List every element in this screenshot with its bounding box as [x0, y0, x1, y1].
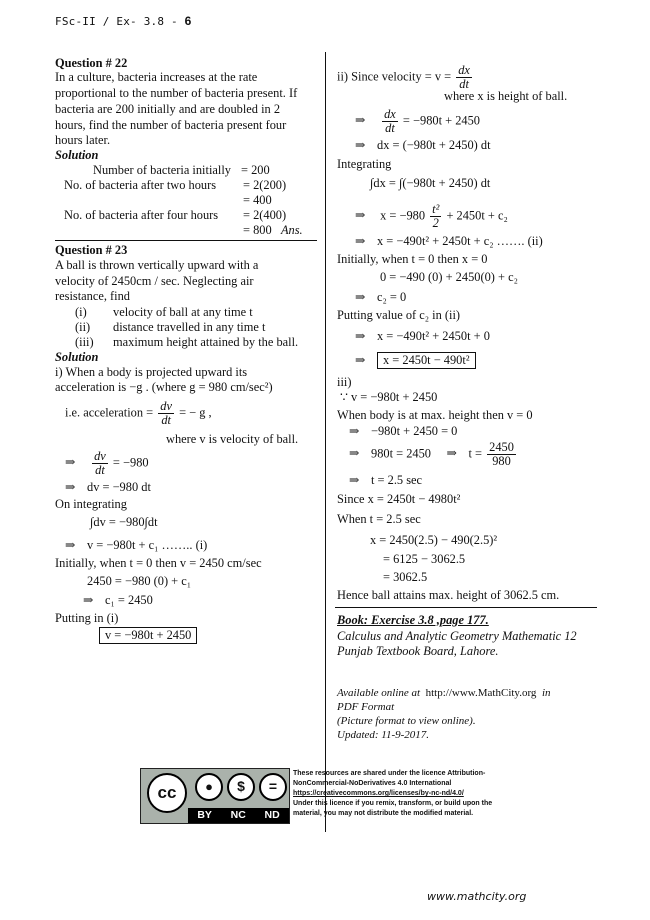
badge-label-nd: ND: [264, 808, 280, 821]
license-line-1: These resources are shared under the licence Attribution-: [293, 770, 486, 777]
implies-icon: ⇒: [355, 234, 366, 248]
q22-divider: [55, 240, 317, 241]
bottom-tick: [325, 824, 326, 831]
implies-icon: ⇒: [446, 446, 457, 461]
license-line-4: material, you may not distribute the modified material.: [293, 810, 474, 817]
ii-intro: ii) Since velocity = v = $\frac{dx}{dt}$: [337, 63, 470, 91]
eq-x-fraction: ⇒ x = −980 $\frac{\text{t²}}{2}$ + 2450t + c₂: [355, 202, 508, 230]
license-link[interactable]: https://creativecommons.org/licenses/by-nc-nd/4.0/: [293, 790, 464, 797]
implies-icon: ⇒: [349, 424, 360, 438]
q22-row-1-value: = 200: [241, 163, 270, 177]
q22-row-1-label: Number of bacteria initially: [93, 163, 231, 177]
book-title: Calculus and Analytic Geometry Mathematic 12: [337, 629, 577, 643]
eq-init: 2450 = −980 (0) + c₁: [87, 574, 192, 588]
eq-dv: ⇒ dv = −980 dt: [65, 480, 151, 494]
eq-x-ii: ⇒ x = −490t² + 2450t + c₂ ……. (ii): [355, 234, 543, 248]
eq-x-result: = 3062.5: [383, 570, 428, 584]
boxed-height: ⇒ x = 2450t − 490t²: [355, 352, 476, 369]
initially-x: Initially, when t = 0 then x = 0: [337, 252, 488, 266]
implies-icon: ⇒: [355, 208, 366, 223]
license-line-2: NonCommercial-NoDerivatives 4.0 International: [293, 780, 452, 787]
q23-i-intro-2: acceleration is −g . (where g = 980 cm/sec²): [55, 380, 273, 394]
eq-init-x: 0 = −490 (0) + 2450(0) + c₂: [380, 270, 518, 284]
q23-item-3-num: (iii): [75, 335, 94, 349]
license-line-3: Under this licence if you remix, transform, or build upon the: [293, 800, 493, 807]
q23-item-3-text: maximum height attained by the ball.: [113, 335, 299, 349]
eq-t-value: ⇒ t = 2.5 sec: [349, 473, 423, 487]
q22-row-2-label: No. of bacteria after two hours: [64, 178, 217, 192]
implies-icon: ⇒: [355, 329, 366, 343]
updated-date: Updated: 11-9-2017.: [337, 729, 430, 741]
on-integrating: On integrating: [55, 497, 127, 511]
cc-badge-labels: [188, 808, 289, 823]
q23-i-intro: i) When a body is projected upward its: [55, 365, 248, 379]
online-line: Available online at http://www.MathCity.org in: [337, 687, 551, 699]
eq-x-sub: ⇒ x = −490t² + 2450t + 0: [355, 329, 490, 343]
eq-integral: ∫dv = −980∫dt: [90, 515, 158, 529]
boxed-velocity: v = −980t + 2450: [99, 627, 197, 644]
q22-body-5: hours later.: [55, 133, 111, 147]
q22-solution-heading: Solution: [55, 148, 99, 162]
putting-value: Putting value of c₂ in (ii): [337, 308, 461, 322]
part-iii: iii): [337, 375, 352, 389]
implies-icon: ⇒: [355, 353, 366, 367]
implies-icon: ⇒: [349, 446, 360, 461]
q22-row-4-label: No. of bacteria after four hours: [64, 208, 219, 222]
q22-title: Question # 22: [55, 56, 128, 70]
pdf-format: PDF Format: [337, 701, 395, 713]
q23-item-1-num: (i): [75, 305, 87, 319]
implies-icon: ⇒: [355, 138, 366, 152]
q22-body-3: bacteria are 200 initially and are doubled in 2: [55, 102, 281, 116]
cc-icon: cc: [147, 773, 187, 813]
since-x: Since x = 2450t − 4980t²: [337, 492, 461, 506]
implies-icon: ⇒: [65, 455, 76, 470]
book-label: Book: Exercise 3.8 ,page 177.: [337, 613, 489, 627]
q23-body-1: A ball is thrown vertically upward with a: [55, 258, 259, 272]
book-divider: [335, 607, 597, 608]
implies-icon: ⇒: [349, 473, 360, 487]
footer-url[interactable]: www.mathcity.org: [427, 890, 527, 903]
mathcity-link[interactable]: http://www.MathCity.org: [425, 687, 537, 699]
attribution-icon: ●: [195, 773, 223, 801]
picture-format: (Picture format to view online).: [337, 715, 476, 727]
q23-body-2: velocity of 2450cm / sec. Neglecting air: [55, 274, 254, 288]
when-t: When t = 2.5 sec: [337, 512, 421, 526]
noderivatives-icon: =: [259, 773, 287, 801]
eq-dxdt: ⇒ $\frac{dx}{dt}$ = −980t + 2450: [355, 107, 480, 135]
eq-integral-x: ∫dx = ∫(−980t + 2450) dt: [370, 176, 491, 190]
where-x: where x is height of ball.: [444, 89, 568, 103]
page-header: [55, 14, 192, 29]
noncommercial-icon: $: [227, 773, 255, 801]
eq-dvdt: ⇒ $\frac{dv}{dt}$ = −980: [65, 449, 149, 477]
max-height-condition: When body is at max. height then v = 0: [337, 408, 533, 422]
eq-v: ⇒ v = −980t + c₁ …….. (i): [65, 538, 208, 552]
q22-row-5-value: = 800 Ans.: [243, 223, 303, 237]
conclusion: Hence ball attains max. height of 3062.5 cm.: [337, 588, 560, 602]
book-publisher: Punjab Textbook Board, Lahore.: [337, 644, 499, 658]
eq-c1: ⇒ c₁ = 2450: [83, 593, 153, 607]
implies-icon: ⇒: [83, 593, 94, 607]
q23-solution-heading: Solution: [55, 350, 99, 364]
q23-item-2-num: (ii): [75, 320, 91, 334]
q22-body-4: hours, find the number of bacteria present four: [55, 118, 287, 132]
eq-c2: ⇒ c₂ = 0: [355, 290, 407, 304]
implies-icon: ⇒: [65, 480, 76, 494]
q22-body-1: In a culture, bacteria increases at the rate: [55, 70, 258, 84]
dv-dt-fraction: $\frac{dv}{dt}$: [160, 399, 172, 427]
q23-title: Question # 23: [55, 243, 128, 257]
badge-label-nc: NC: [230, 808, 246, 821]
badge-label-by: BY: [197, 808, 212, 821]
q22-row-3-value: = 400: [243, 193, 272, 207]
q22-body-2: proportional to the number of bacteria present. If: [55, 86, 298, 100]
column-divider: [325, 52, 326, 832]
integrating: Integrating: [337, 157, 392, 171]
implies-icon: ⇒: [65, 538, 76, 552]
eq-t: ⇒ 980t = 2450 ⇒ t = $\frac{2450}{980}$: [349, 440, 514, 468]
q23-item-1-text: velocity of ball at any time t: [113, 305, 253, 319]
q23-body-3: resistance, find: [55, 289, 131, 303]
implies-icon: ⇒: [355, 113, 366, 128]
where-v: where v is velocity of ball.: [166, 432, 299, 446]
eq-x-step: = 6125 − 3062.5: [383, 552, 466, 566]
dx-dt-fraction: $\frac{dx}{dt}$: [458, 63, 470, 91]
q23-item-2-text: distance travelled in any time t: [113, 320, 266, 334]
cc-license-badge[interactable]: [140, 768, 290, 824]
acceleration-equation: i.e. acceleration = $\frac{dv}{dt}$ = − g ,: [65, 399, 212, 427]
putting-in: Putting in (i): [55, 611, 119, 625]
answer-label: Ans.: [280, 223, 303, 237]
q22-row-4-value: = 2(400): [243, 208, 287, 222]
page-number: 6: [184, 14, 192, 28]
eq-x-sub-t: x = 2450(2.5) − 490(2.5)²: [370, 533, 498, 547]
implies-icon: ⇒: [355, 290, 366, 304]
eq-zero: ⇒ −980t + 2450 = 0: [349, 424, 458, 438]
eq-v-since: ∵ v = −980t + 2450: [340, 390, 438, 404]
header-prefix: FSc-II / Ex- 3.8 -: [55, 15, 185, 28]
initially-v: Initially, when t = 0 then v = 2450 cm/sec: [55, 556, 262, 570]
eq-dx: ⇒ dx = (−980t + 2450) dt: [355, 138, 491, 152]
q22-row-2-value: = 2(200): [243, 178, 287, 192]
